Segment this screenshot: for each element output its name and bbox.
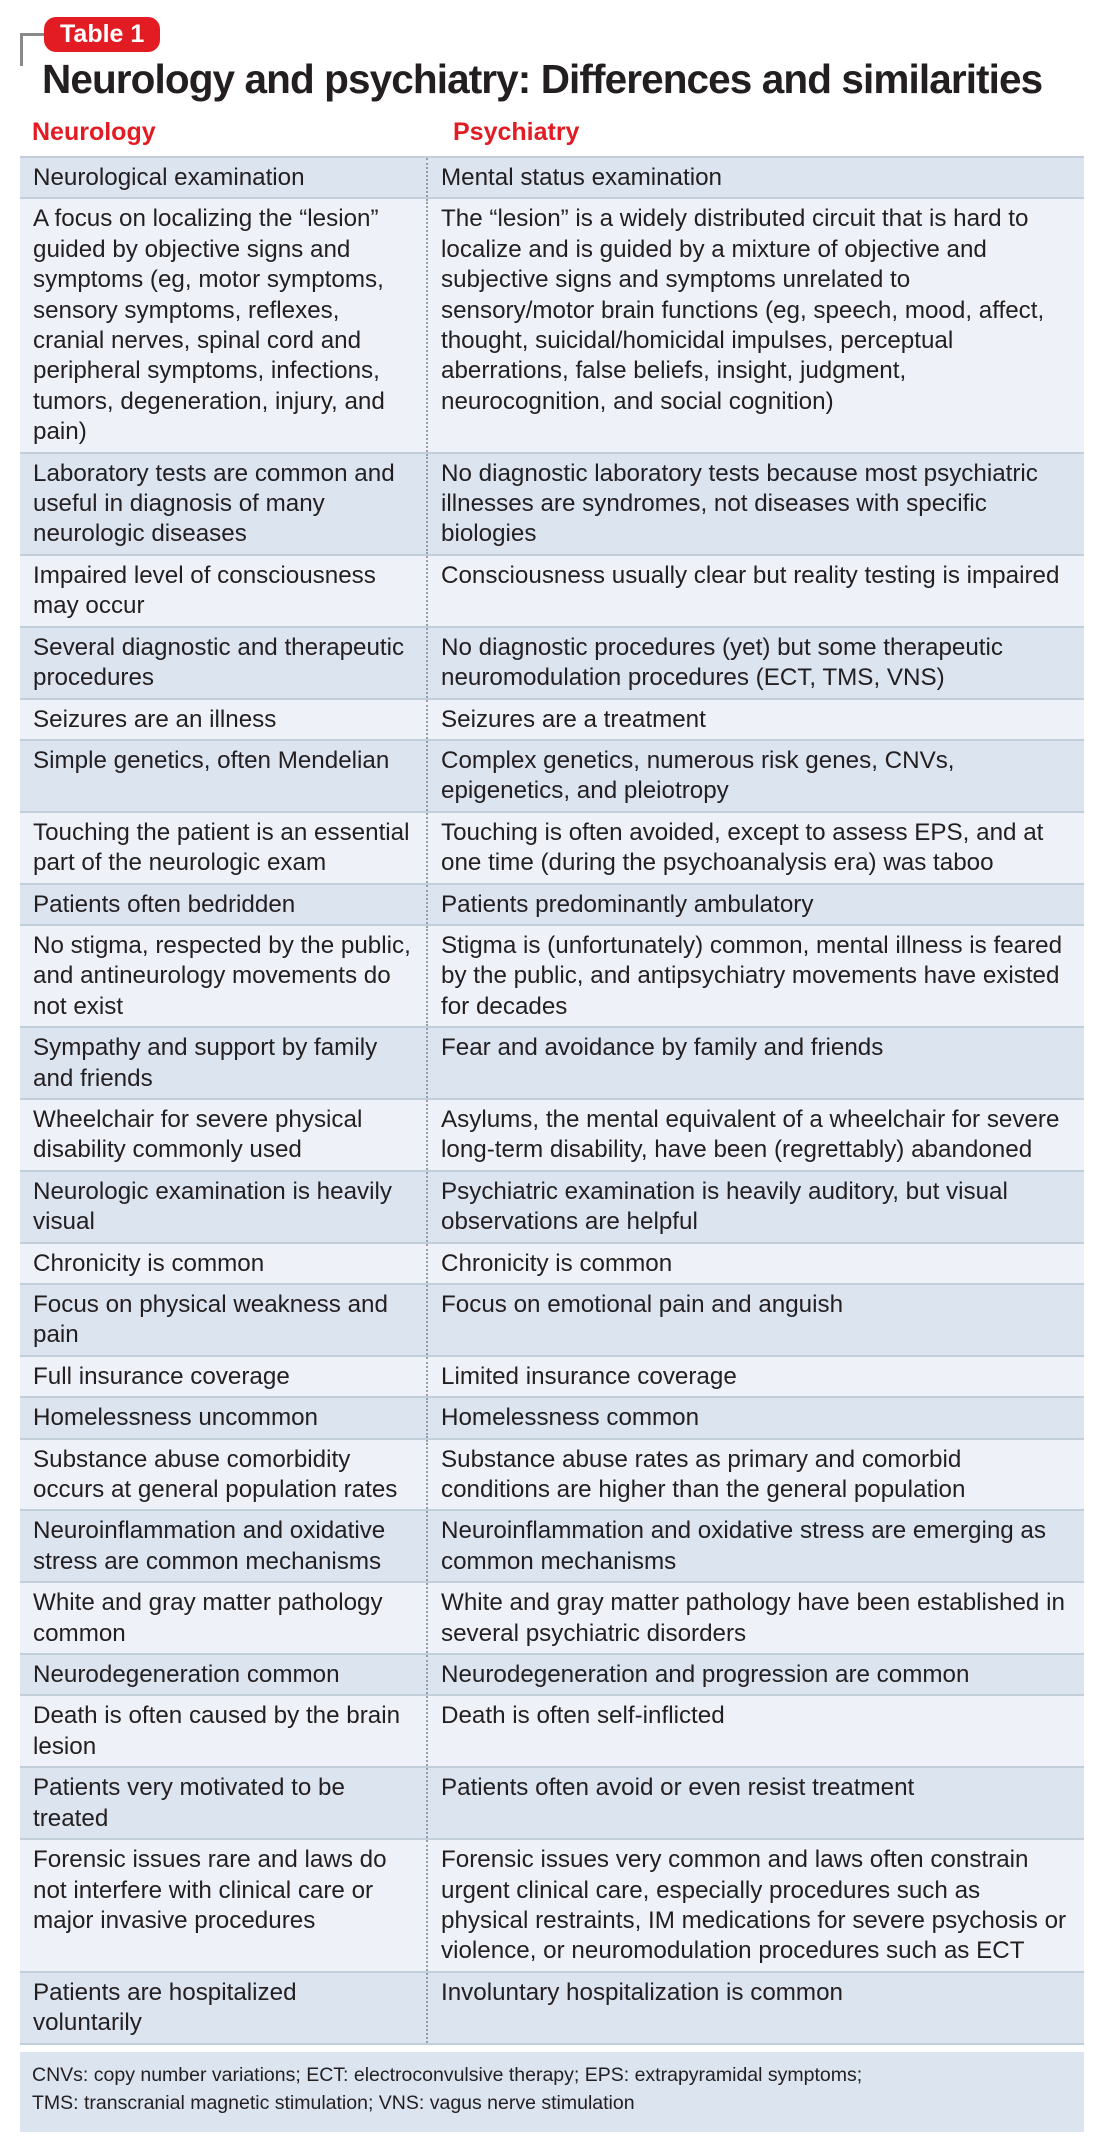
- psychiatry-cell: The “lesion” is a widely distributed circuit that is hard to localize and is guided by a mixture of objective and subjective signs and symptoms unrelated to sensory/motor brain functions (eg, speech, mood, affect, thought, suicidal/homicidal impulses, perceptual aberrations, false beliefs, insight, judgment, neurocognition, and social cognition): [427, 198, 1084, 452]
- neurology-cell: Impaired level of consciousness may occur: [33, 561, 376, 620]
- neurology-cell: Homelessness uncommon: [33, 1404, 318, 1432]
- psychiatry-cell: Consciousness usually clear but reality testing is impaired: [427, 555, 1084, 627]
- psychiatry-cell: Focus on emotional pain and anguish: [427, 1284, 1084, 1356]
- table-row: [20, 1099, 1084, 1171]
- neurology-cell: White and gray matter pathology common: [33, 1589, 383, 1647]
- psychiatry-cell: Complex genetics, numerous risk genes, CNVs, epigenetics, and pleiotropy: [427, 740, 1084, 812]
- neurology-cell: Neuroinflammation and oxidative stress are common mechanisms: [33, 1517, 386, 1575]
- psychiatry-cell: Forensic issues very common and laws often constrain urgent clinical care, especially procedures such as physical restraints, IM medications for severe psychosis or violence, or neuromodulation procedures such as ECT: [427, 1839, 1084, 1972]
- comparison-table: [20, 156, 1084, 2045]
- neurology-cell: No stigma, respected by the public, and antineurology movements do not exist: [33, 931, 411, 1020]
- neurology-cell: Seizures are an illness: [33, 705, 277, 733]
- psychiatry-cell: Stigma is (unfortunately) common, mental illness is feared by the public, and antipsychiatry movements have existed for decades: [427, 925, 1084, 1027]
- table-badge: Table 1: [44, 17, 160, 52]
- table-row: [20, 627, 1084, 699]
- table-row: [20, 699, 1084, 740]
- neurology-cell: Focus on physical weakness and pain: [33, 1291, 388, 1349]
- psychiatry-cell: Neurodegeneration and progression are common: [427, 1654, 1084, 1695]
- table-row: [20, 1397, 1084, 1438]
- psychiatry-cell: Patients predominantly ambulatory: [427, 884, 1084, 925]
- psychiatry-cell: Seizures are a treatment: [427, 699, 1084, 740]
- table-row: [20, 925, 1084, 1027]
- psychiatry-cell: No diagnostic laboratory tests because most psychiatric illnesses are syndromes, not diseases with specific biologies: [427, 453, 1084, 555]
- psychiatry-cell: Patients often avoid or even resist treatment: [427, 1767, 1084, 1839]
- table-row: [20, 1171, 1084, 1243]
- table-row: [20, 1439, 1084, 1511]
- column-header-neurology: Neurology: [32, 118, 156, 146]
- table-row: [20, 1356, 1084, 1397]
- footnote: [20, 2052, 1084, 2132]
- psychiatry-cell: Substance abuse rates as primary and comorbid conditions are higher than the general population: [427, 1439, 1084, 1511]
- table-row: [20, 1243, 1084, 1284]
- psychiatry-cell: White and gray matter pathology have been established in several psychiatric disorders: [427, 1582, 1084, 1654]
- table-row: [20, 1027, 1084, 1099]
- psychiatry-cell: Homelessness common: [427, 1397, 1084, 1438]
- neurology-cell: Death is often caused by the brain lesion: [33, 1702, 401, 1760]
- neurology-cell: Touching the patient is an essential part of the neurologic exam: [33, 818, 410, 877]
- psychiatry-cell: Asylums, the mental equivalent of a wheelchair for severe long-term disability, have been (regrettably) abandoned: [427, 1099, 1084, 1171]
- neurology-cell: Neurological examination: [33, 164, 305, 191]
- neurology-cell: Simple genetics, often Mendelian: [33, 746, 390, 774]
- column-headers: [20, 118, 1084, 156]
- neurology-cell: Several diagnostic and therapeutic procedures: [33, 633, 405, 692]
- table-row: [20, 1654, 1084, 1695]
- column-header-psychiatry: Psychiatry: [453, 118, 580, 146]
- neurology-cell: Forensic issues rare and laws do not interfere with clinical care or major invasive procedures: [33, 1846, 387, 1934]
- table-row: [20, 1582, 1084, 1654]
- footnote-line-2: TMS: transcranial magnetic stimulation; VNS: vagus nerve stimulation: [32, 2092, 635, 2114]
- neurology-cell: Patients very motivated to be treated: [33, 1774, 345, 1832]
- table-title: Neurology and psychiatry: Differences and similarities: [42, 56, 1043, 102]
- footnote-line-1: CNVs: copy number variations; ECT: electroconvulsive therapy; EPS: extrapyramidal symptoms;: [32, 2064, 863, 2086]
- table-row: [20, 1284, 1084, 1356]
- neurology-cell: Neurologic examination is heavily visual: [33, 1177, 392, 1236]
- psychiatry-cell: Chronicity is common: [427, 1243, 1084, 1284]
- table-row: [20, 812, 1084, 884]
- neurology-cell: Neurodegeneration common: [33, 1661, 340, 1689]
- table-row: [20, 1839, 1084, 1972]
- psychiatry-cell: Fear and avoidance by family and friends: [427, 1027, 1084, 1099]
- neurology-cell: Patients are hospitalized voluntarily: [33, 1978, 297, 2037]
- table-row: [20, 1510, 1084, 1582]
- neurology-cell: Patients often bedridden: [33, 890, 296, 918]
- neurology-cell: Wheelchair for severe physical disability commonly used: [33, 1105, 363, 1164]
- psychiatry-cell: No diagnostic procedures (yet) but some therapeutic neuromodulation procedures (ECT, TMS, VNS): [427, 627, 1084, 699]
- neurology-cell: Full insurance coverage: [33, 1362, 290, 1390]
- table-row: [20, 884, 1084, 925]
- psychiatry-cell: Psychiatric examination is heavily auditory, but visual observations are helpful: [427, 1171, 1084, 1243]
- psychiatry-cell: Involuntary hospitalization is common: [427, 1972, 1084, 2044]
- table-row: [20, 555, 1084, 627]
- neurology-cell: A focus on localizing the “lesion” guided by objective signs and symptoms (eg, motor symptoms, sensory symptoms, reflexes, cranial nerves, spinal cord and peripheral symptoms, infections, tumors, degeneration, injury, and pain): [33, 205, 385, 446]
- psychiatry-cell: Limited insurance coverage: [427, 1356, 1084, 1397]
- neurology-cell: Chronicity is common: [33, 1249, 265, 1277]
- neurology-cell: Sympathy and support by family and friends: [33, 1034, 378, 1092]
- psychiatry-cell: Touching is often avoided, except to assess EPS, and at one time (during the psychoanalysis era) was taboo: [427, 812, 1084, 884]
- psychiatry-cell: Death is often self-inflicted: [427, 1695, 1084, 1767]
- psychiatry-cell: Neuroinflammation and oxidative stress are emerging as common mechanisms: [427, 1510, 1084, 1582]
- table-row: [20, 453, 1084, 555]
- table-row: [20, 740, 1084, 812]
- table-row: [20, 1695, 1084, 1767]
- neurology-cell: Substance abuse comorbidity occurs at general population rates: [33, 1445, 398, 1504]
- table-row: [20, 198, 1084, 452]
- psychiatry-cell: Mental status examination: [427, 157, 1084, 198]
- table-row: [20, 1972, 1084, 2044]
- neurology-cell: Laboratory tests are common and useful in diagnosis of many neurologic diseases: [33, 459, 395, 548]
- table-row: [20, 1767, 1084, 1839]
- table-row: [20, 157, 1084, 198]
